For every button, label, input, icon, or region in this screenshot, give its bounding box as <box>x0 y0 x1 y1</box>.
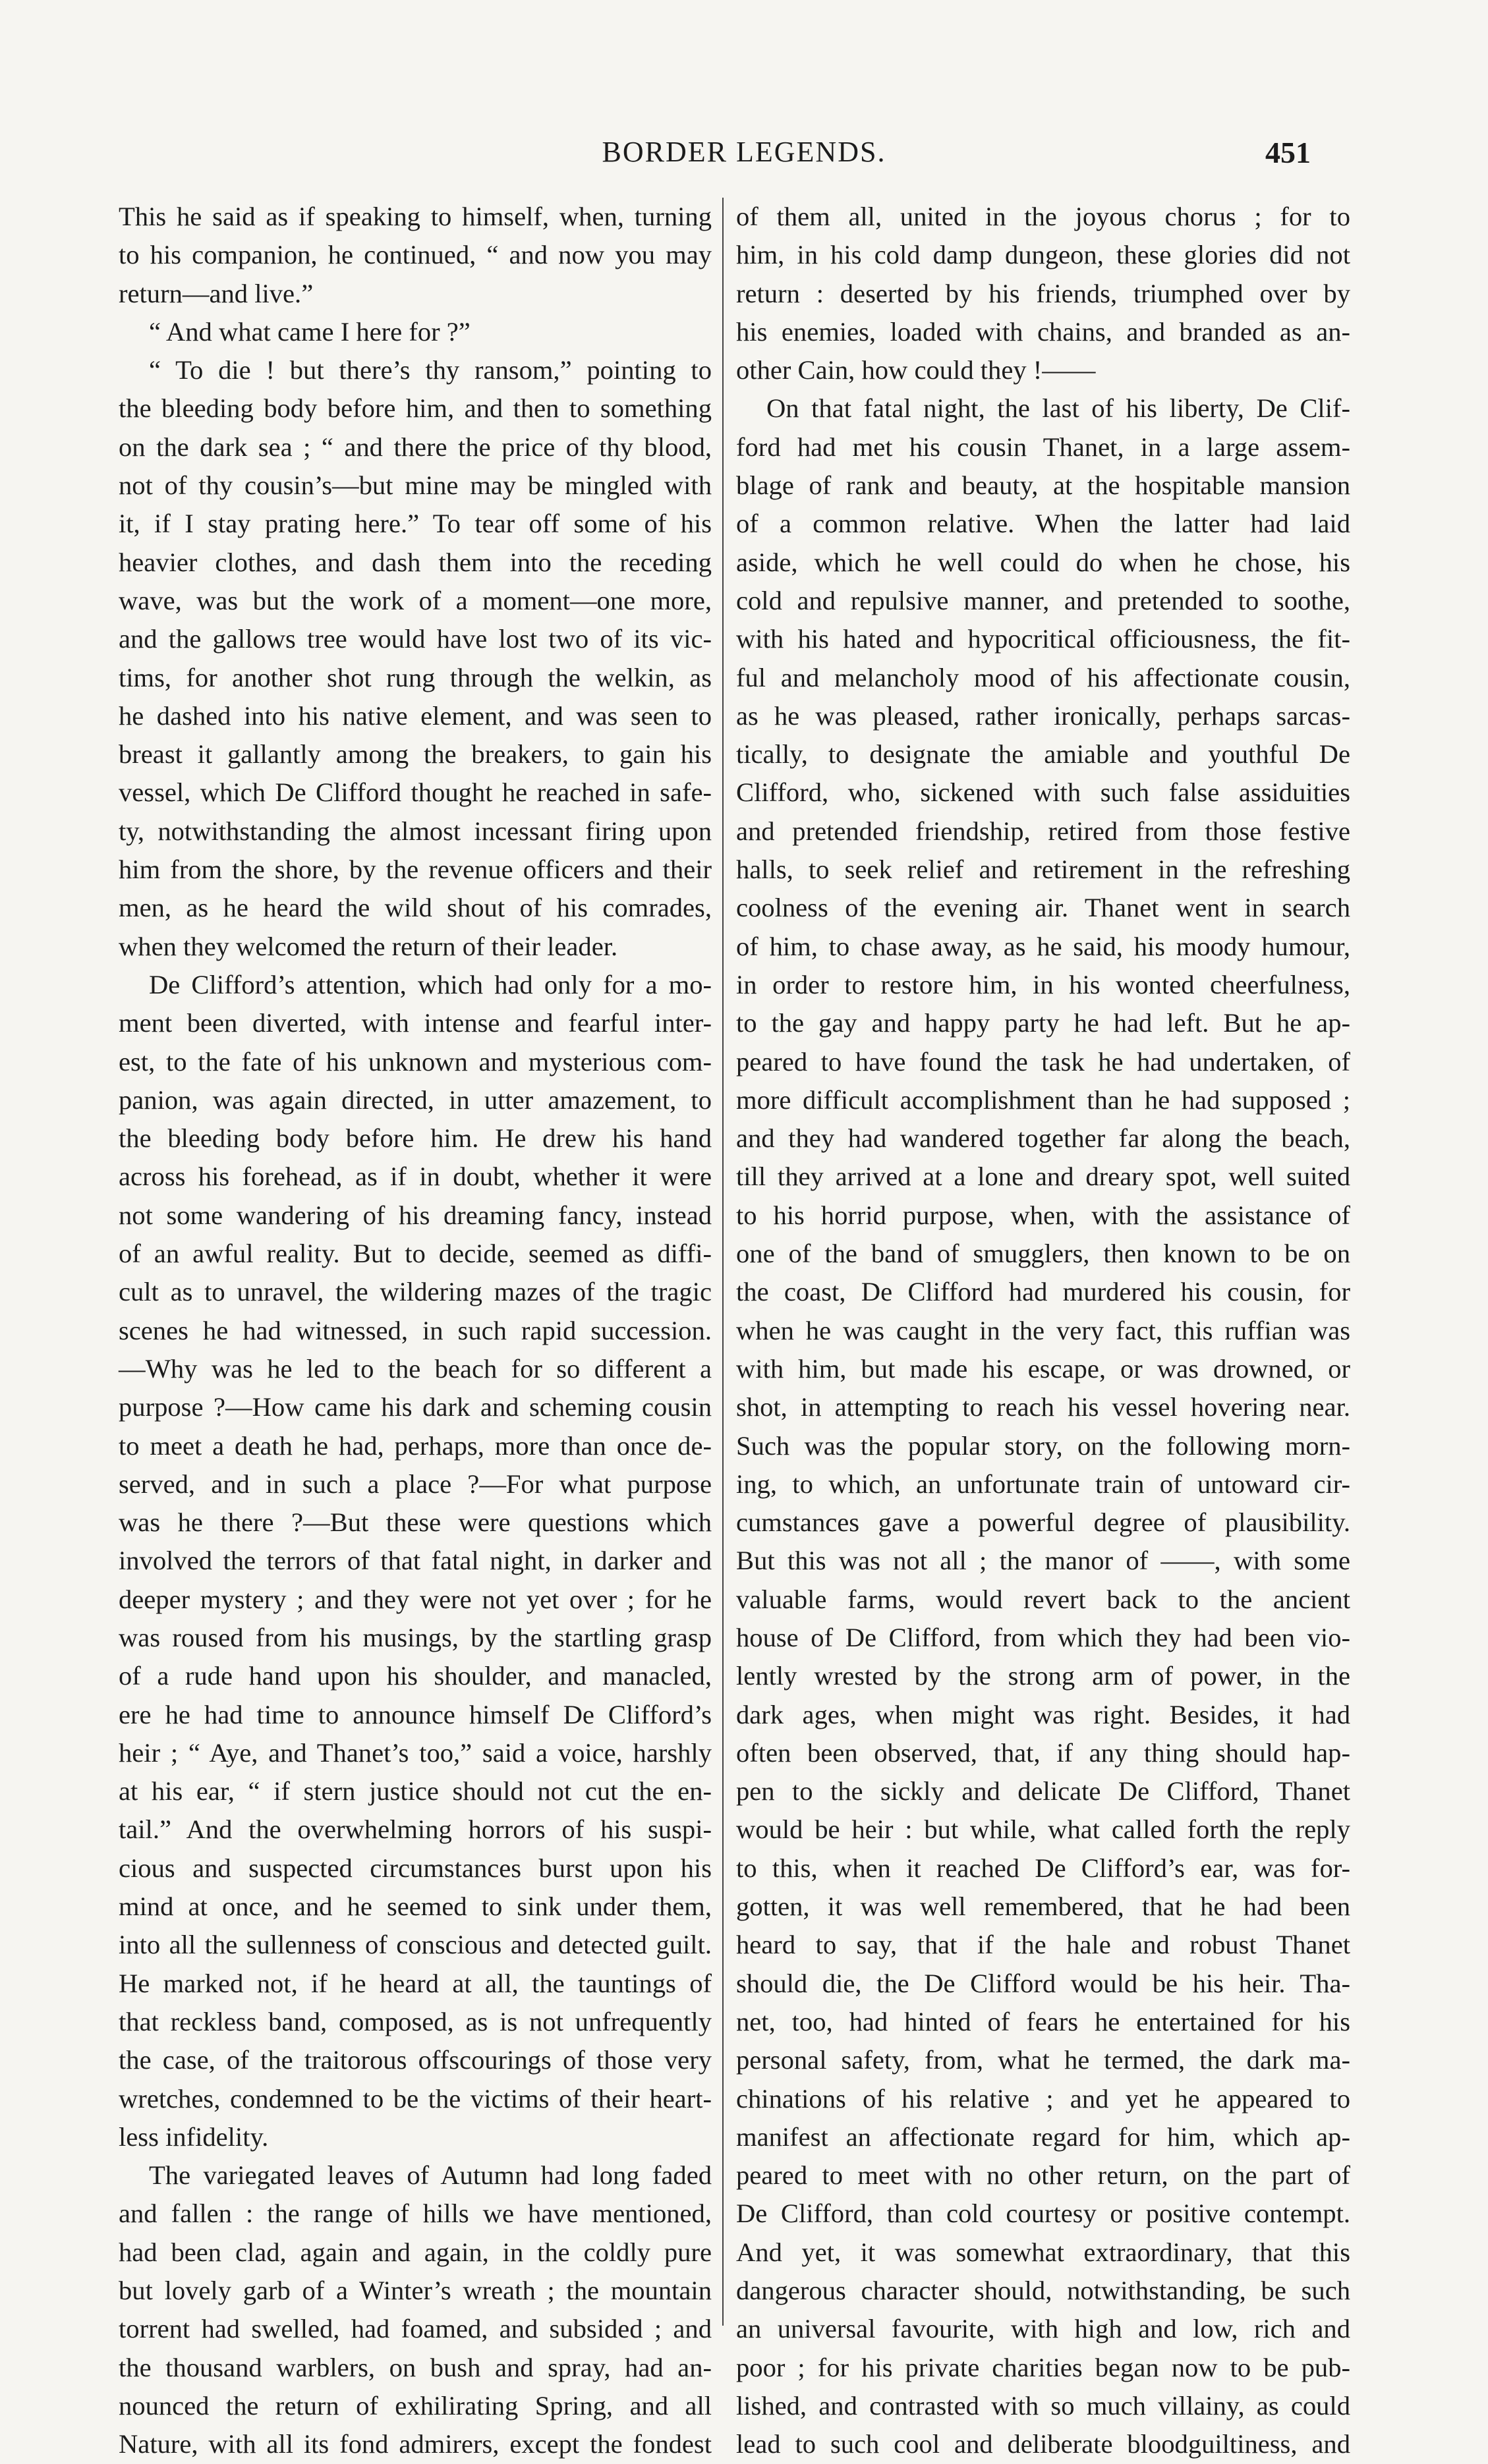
text-line: The variegated leaves of Autumn had long faded <box>149 2160 712 2191</box>
text-line: halls, to seek relief and retirement in the refreshing <box>736 854 1350 885</box>
text-line: ing, to which, an unfortunate train of untoward cir- <box>736 1469 1350 1499</box>
text-line: less infidelity. <box>119 2121 269 2152</box>
text-line: involved the terrors of that fatal night, in darker and <box>119 1546 712 1576</box>
text-line: to meet a death he had, perhaps, more than once de- <box>119 1430 712 1461</box>
text-line: it, if I stay prating here.” To tear off some of his <box>119 509 712 539</box>
text-line: often been observed, that, if any thing should hap- <box>736 1737 1350 1768</box>
text-line: heir ; “ Aye, and Thanet’s too,” said a voice, harshly <box>119 1737 712 1768</box>
text-line: return—and live.” <box>119 278 314 308</box>
text-line: had been clad, again and again, in the coldly pure <box>119 2237 712 2267</box>
running-title: BORDER LEGENDS. <box>602 136 886 168</box>
text-line: ere he had time to announce himself De Clifford’s <box>119 1699 712 1729</box>
text-line: when they welcomed the return of their leader. <box>119 931 618 961</box>
text-line: manifest an affectionate regard for him, which ap- <box>736 2121 1350 2152</box>
text-line: personal safety, from, what he termed, the dark ma- <box>736 2045 1350 2075</box>
text-line: cold and repulsive manner, and pretended to soothe, <box>736 585 1350 615</box>
text-line: was he there ?—But these were questions which <box>119 1507 712 1538</box>
text-line: Nature, with all its fond admirers, except the fondest <box>119 2429 712 2459</box>
text-line: panion, was again directed, in utter amazement, to <box>119 1084 712 1115</box>
left-text-column <box>119 198 712 2464</box>
text-line: est, to the fate of his unknown and mysterious com- <box>119 1046 712 1077</box>
text-line: lently wrested by the strong arm of power, in the <box>736 1661 1350 1691</box>
text-line: And yet, it was somewhat extraordinary, that this <box>736 2237 1350 2267</box>
text-line: blage of rank and beauty, at the hospitable mansion <box>736 470 1350 501</box>
text-line: ful and melancholy mood of his affectionate cousin, <box>736 662 1350 692</box>
text-line: cious and suspected circumstances burst upon his <box>119 1853 712 1883</box>
text-line: scenes he had witnessed, in such rapid succession. <box>119 1315 712 1345</box>
text-line: De Clifford’s attention, which had only for a mo- <box>149 969 712 999</box>
text-line: purpose ?—How came his dark and scheming cousin <box>119 1392 712 1422</box>
text-line: in order to restore him, in his wonted cheerfulness, <box>736 969 1350 999</box>
text-line: Clifford, who, sickened with such false assiduities <box>736 777 1350 808</box>
text-line: breast it gallantly among the breakers, to gain his <box>119 739 712 770</box>
text-line: to his horrid purpose, when, with the assistance of <box>736 1200 1350 1230</box>
text-line: poor ; for his private charities began now to be pub- <box>736 2352 1350 2382</box>
page-number: 451 <box>1265 136 1311 169</box>
text-line: to the gay and happy party he had left. But he ap- <box>736 1008 1350 1038</box>
text-line: gotten, it was well remembered, that he had been <box>736 1891 1350 1922</box>
text-line: his enemies, loaded with chains, and branded as an- <box>736 316 1350 347</box>
text-line: as he was pleased, rather ironically, perhaps sarcas- <box>736 700 1350 731</box>
text-line: the bleeding body before him, and then to something <box>119 393 712 424</box>
text-line: house of De Clifford, from which they had been vio- <box>736 1622 1350 1652</box>
text-line: the coast, De Clifford had murdered his cousin, for <box>736 1277 1350 1307</box>
text-line: not some wandering of his dreaming fancy, instead <box>119 1200 712 1230</box>
text-line: him from the shore, by the revenue officers and their <box>119 854 712 885</box>
text-line: shot, in attempting to reach his vessel hovering near. <box>736 1392 1350 1422</box>
text-line: peared to meet with no other return, on the part of <box>736 2160 1350 2191</box>
text-line: would be heir : but while, what called forth the reply <box>736 1814 1350 1845</box>
text-line: with his hated and hypocritical officiousness, the fit- <box>736 624 1350 654</box>
text-line: the bleeding body before him. He drew his hand <box>119 1123 712 1154</box>
text-line: him, in his cold damp dungeon, these glories did not <box>736 240 1350 270</box>
text-line: dark ages, when might was right. Besides, it had <box>736 1699 1350 1729</box>
text-line: heard to say, that if the hale and robust Thanet <box>736 1930 1350 1960</box>
text-line: coolness of the evening air. Thanet went in search <box>736 893 1350 923</box>
text-line: tims, for another shot rung through the welkin, as <box>119 662 712 692</box>
text-line: of them all, united in the joyous chorus ; for to <box>736 202 1350 231</box>
text-line: De Clifford, than cold courtesy or positive contempt. <box>736 2198 1350 2229</box>
text-line: till they arrived at a lone and dreary spot, well suited <box>736 1162 1350 1192</box>
text-line: men, as he heard the wild shout of his comrades, <box>119 893 712 923</box>
text-line: He marked not, if he heard at all, the tauntings of <box>119 1968 712 1998</box>
text-line: return : deserted by his friends, triumphed over by <box>736 278 1350 308</box>
text-line: mind at once, and he seemed to sink under them, <box>119 1891 712 1922</box>
text-line: of an awful reality. But to decide, seemed as diffi- <box>119 1239 712 1269</box>
text-line: of a common relative. When the latter had laid <box>736 509 1350 539</box>
text-line: lished, and contrasted with so much villainy, as could <box>736 2390 1350 2421</box>
text-line: of a rude hand upon his shoulder, and manacled, <box>119 1661 712 1691</box>
text-line: wretches, condemned to be the victims of their heart- <box>119 2083 712 2114</box>
text-line: vessel, which De Clifford thought he reached in safe- <box>119 777 712 808</box>
text-line: at his ear, “ if stern justice should not cut the en- <box>119 1776 712 1806</box>
text-line: into all the sullenness of conscious and detected guilt. <box>119 1930 712 1960</box>
text-line: “ To die ! but there’s thy ransom,” pointing to <box>149 355 712 385</box>
text-line: across his forehead, as if in doubt, whether it were <box>119 1162 712 1192</box>
text-line: but lovely garb of a Winter’s wreath ; the mountain <box>119 2276 712 2306</box>
text-line: tically, to designate the amiable and youthful De <box>736 739 1350 770</box>
text-line: when he was caught in the very fact, this ruffian was <box>736 1315 1350 1345</box>
column-divider <box>722 198 724 2326</box>
text-line: dangerous character should, notwithstanding, be such <box>736 2276 1350 2306</box>
text-line: ty, notwithstanding the almost incessant firing upon <box>119 816 712 846</box>
text-line: to this, when it reached De Clifford’s ear, was for- <box>736 1853 1350 1883</box>
text-line: But this was not all ; the manor of ——, with some <box>736 1546 1350 1576</box>
text-line: torrent had swelled, had foamed, and subsided ; and <box>119 2314 712 2344</box>
text-line: the thousand warblers, on bush and spray, had an- <box>119 2352 712 2382</box>
text-line: wave, was but the work of a moment—one more, <box>119 585 712 615</box>
text-line: was roused from his musings, by the startling grasp <box>119 1622 712 1652</box>
text-line: other Cain, how could they !—— <box>736 355 1096 385</box>
text-line: peared to have found the task he had undertaken, of <box>736 1046 1350 1077</box>
text-line: ford had met his cousin Thanet, in a large assem- <box>736 432 1350 462</box>
right-text-column <box>736 198 1350 2464</box>
text-line: nounced the return of exhilirating Spring, and all <box>119 2390 712 2421</box>
text-line: cult as to unravel, the wildering mazes of the tragic <box>119 1277 712 1307</box>
text-line: and fallen : the range of hills we have mentioned, <box>119 2198 712 2229</box>
text-line: should die, the De Clifford would be his heir. Tha- <box>736 1968 1350 1998</box>
text-line: of him, to chase away, as he said, his moody humour, <box>736 931 1350 961</box>
text-line: the case, of the traitorous offscourings of those very <box>119 2045 712 2075</box>
text-line: —Why was he led to the beach for so different a <box>119 1353 712 1384</box>
text-line: deeper mystery ; and they were not yet over ; for he <box>119 1584 712 1614</box>
text-line: This he said as if speaking to himself, when, turning <box>119 202 712 231</box>
text-line: “ And what came I here for ?” <box>149 316 471 347</box>
text-line: more difficult accomplishment than he had supposed ; <box>736 1084 1350 1115</box>
text-line: that reckless band, composed, as is not unfrequently <box>119 2006 712 2036</box>
text-line: and pretended friendship, retired from those festive <box>736 816 1350 846</box>
text-line: with him, but made his escape, or was drowned, or <box>736 1353 1350 1384</box>
text-line: net, too, had hinted of fears he entertained for his <box>736 2006 1350 2036</box>
text-line: and they had wandered together far along the beach, <box>736 1123 1350 1154</box>
text-line: On that fatal night, the last of his liberty, De Clif- <box>766 393 1350 424</box>
text-line: to his companion, he continued, “ and now you may <box>119 240 712 270</box>
text-line: one of the band of smugglers, then known to be on <box>736 1239 1350 1269</box>
text-line: pen to the sickly and delicate De Clifford, Thanet <box>736 1776 1350 1806</box>
text-line: chinations of his relative ; and yet he appeared to <box>736 2083 1350 2114</box>
text-line: ment been diverted, with intense and fearful inter- <box>119 1008 712 1038</box>
text-line: lead to such cool and deliberate bloodguiltiness, and <box>736 2429 1350 2459</box>
text-line: heavier clothes, and dash them into the receding <box>119 547 712 577</box>
text-line: aside, which he well could do when he chose, his <box>736 547 1350 577</box>
text-line: on the dark sea ; “ and there the price of thy blood, <box>119 432 712 462</box>
text-line: valuable farms, would revert back to the ancient <box>736 1584 1350 1614</box>
text-line: Such was the popular story, on the following morn- <box>736 1430 1350 1461</box>
text-line: he dashed into his native element, and was seen to <box>119 700 712 731</box>
text-line: an universal favourite, with high and low, rich and <box>736 2314 1350 2344</box>
text-line: served, and in such a place ?—For what purpose <box>119 1469 712 1499</box>
text-line: not of thy cousin’s—but mine may be mingled with <box>119 470 712 501</box>
text-line: tail.” And the overwhelming horrors of his suspi- <box>119 1814 712 1845</box>
text-line: and the gallows tree would have lost two of its vic- <box>119 624 712 654</box>
text-line: cumstances gave a powerful degree of plausibility. <box>736 1507 1350 1538</box>
